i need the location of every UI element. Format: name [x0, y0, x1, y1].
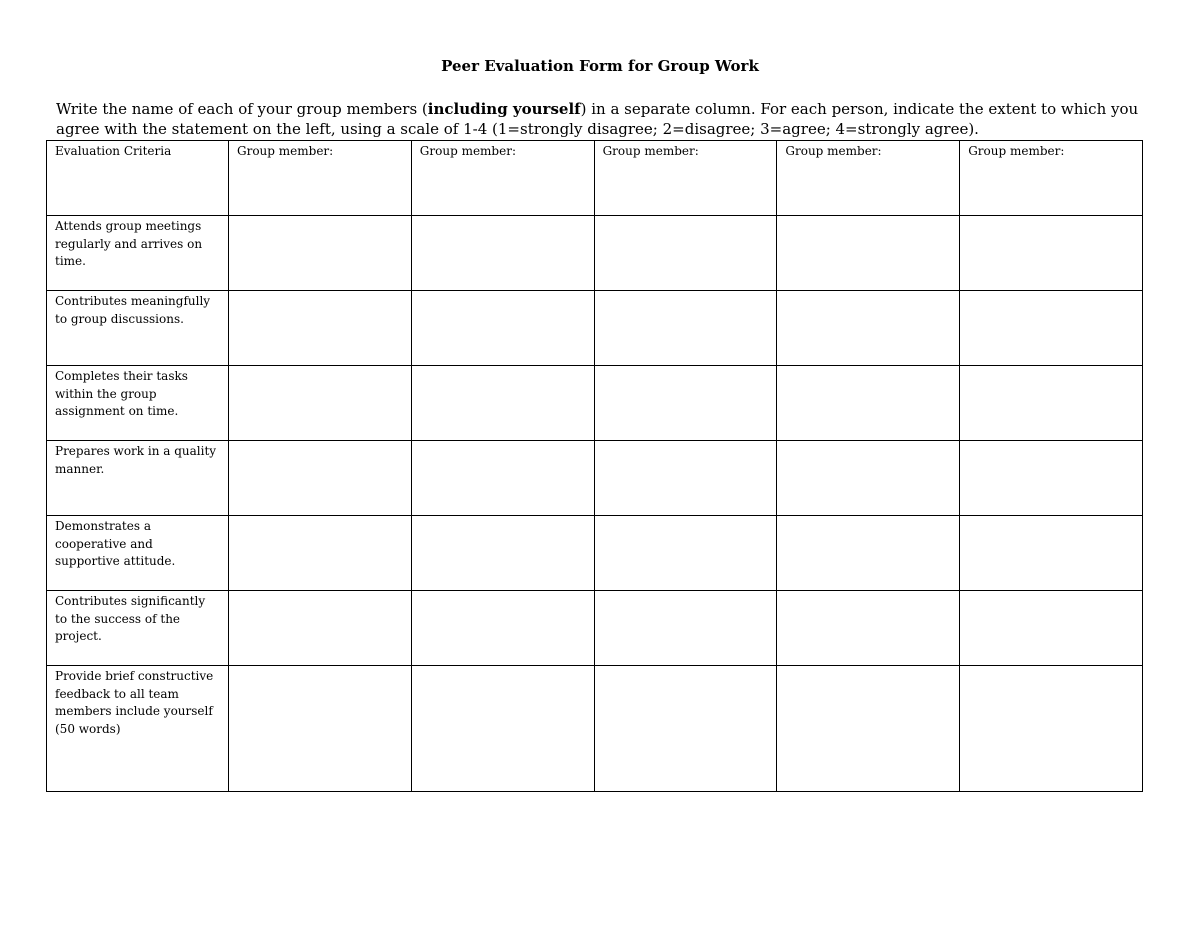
rating-cell[interactable]	[411, 591, 594, 666]
rating-cell[interactable]	[777, 516, 960, 591]
table-row	[47, 291, 1143, 366]
rating-cell[interactable]	[411, 441, 594, 516]
rating-cell[interactable]	[229, 291, 412, 366]
rating-cell[interactable]	[777, 291, 960, 366]
rating-cell[interactable]	[229, 516, 412, 591]
document-title: Peer Evaluation Form for Group Work	[441, 57, 759, 75]
rating-cell[interactable]	[229, 366, 412, 441]
rating-cell[interactable]	[777, 441, 960, 516]
rating-cell[interactable]	[594, 591, 777, 666]
table-row	[47, 366, 1143, 441]
rating-cell[interactable]	[594, 516, 777, 591]
table-row	[47, 216, 1143, 291]
criteria-cell: Attends group meetings regularly and arrives on time.	[47, 216, 229, 291]
rating-cell[interactable]	[960, 366, 1143, 441]
rating-cell[interactable]	[411, 216, 594, 291]
rating-cell[interactable]	[960, 441, 1143, 516]
table-row	[47, 666, 1143, 792]
rating-cell[interactable]	[411, 516, 594, 591]
header-group-member-4[interactable]: Group member:	[777, 141, 960, 216]
rating-cell[interactable]	[777, 366, 960, 441]
table-row	[47, 591, 1143, 666]
feedback-cell[interactable]	[777, 666, 960, 792]
instructions-paragraph	[56, 99, 1156, 139]
criteria-cell: Prepares work in a quality manner.	[47, 441, 229, 516]
criteria-cell: Contributes meaningfully to group discussions.	[47, 291, 229, 366]
criteria-cell: Contributes significantly to the success of the project.	[47, 591, 229, 666]
rating-cell[interactable]	[777, 216, 960, 291]
criteria-cell: Completes their tasks within the group assignment on time.	[47, 366, 229, 441]
instructions-line-2: agree with the statement on the left, using a scale of 1-4 (1=strongly disagree; 2=disagree; 3=agree; 4=strongly agree).	[56, 120, 979, 138]
instructions-emphasis: including yourself	[427, 100, 581, 118]
criteria-cell: Demonstrates a cooperative and supportive attitude.	[47, 516, 229, 591]
rating-cell[interactable]	[960, 216, 1143, 291]
rating-cell[interactable]	[594, 441, 777, 516]
feedback-cell[interactable]	[411, 666, 594, 792]
rating-cell[interactable]	[411, 366, 594, 441]
rating-cell[interactable]	[229, 216, 412, 291]
instructions-text-end: ) in a separate column. For each person, indicate the extent to which you	[580, 100, 1139, 118]
criteria-cell: Provide brief constructive feedback to all team members include yourself (50 words)	[47, 666, 229, 792]
feedback-cell[interactable]	[229, 666, 412, 792]
rating-cell[interactable]	[960, 591, 1143, 666]
header-group-member-5[interactable]: Group member:	[960, 141, 1143, 216]
rating-cell[interactable]	[777, 591, 960, 666]
feedback-cell[interactable]	[960, 666, 1143, 792]
rating-cell[interactable]	[229, 441, 412, 516]
table-header-row	[47, 141, 1143, 216]
instructions-line-1	[56, 99, 1156, 119]
header-evaluation-criteria: Evaluation Criteria	[47, 141, 229, 216]
header-group-member-2[interactable]: Group member:	[411, 141, 594, 216]
table-row	[47, 441, 1143, 516]
header-group-member-3[interactable]: Group member:	[594, 141, 777, 216]
rating-cell[interactable]	[229, 591, 412, 666]
peer-evaluation-table	[46, 140, 1143, 792]
rating-cell[interactable]	[594, 216, 777, 291]
rating-cell[interactable]	[411, 291, 594, 366]
table-row	[47, 516, 1143, 591]
rating-cell[interactable]	[594, 291, 777, 366]
rating-cell[interactable]	[594, 366, 777, 441]
instructions-text-start: Write the name of each of your group members (	[56, 100, 428, 118]
rating-cell[interactable]	[960, 291, 1143, 366]
feedback-cell[interactable]	[594, 666, 777, 792]
header-group-member-1[interactable]: Group member:	[229, 141, 412, 216]
rating-cell[interactable]	[960, 516, 1143, 591]
